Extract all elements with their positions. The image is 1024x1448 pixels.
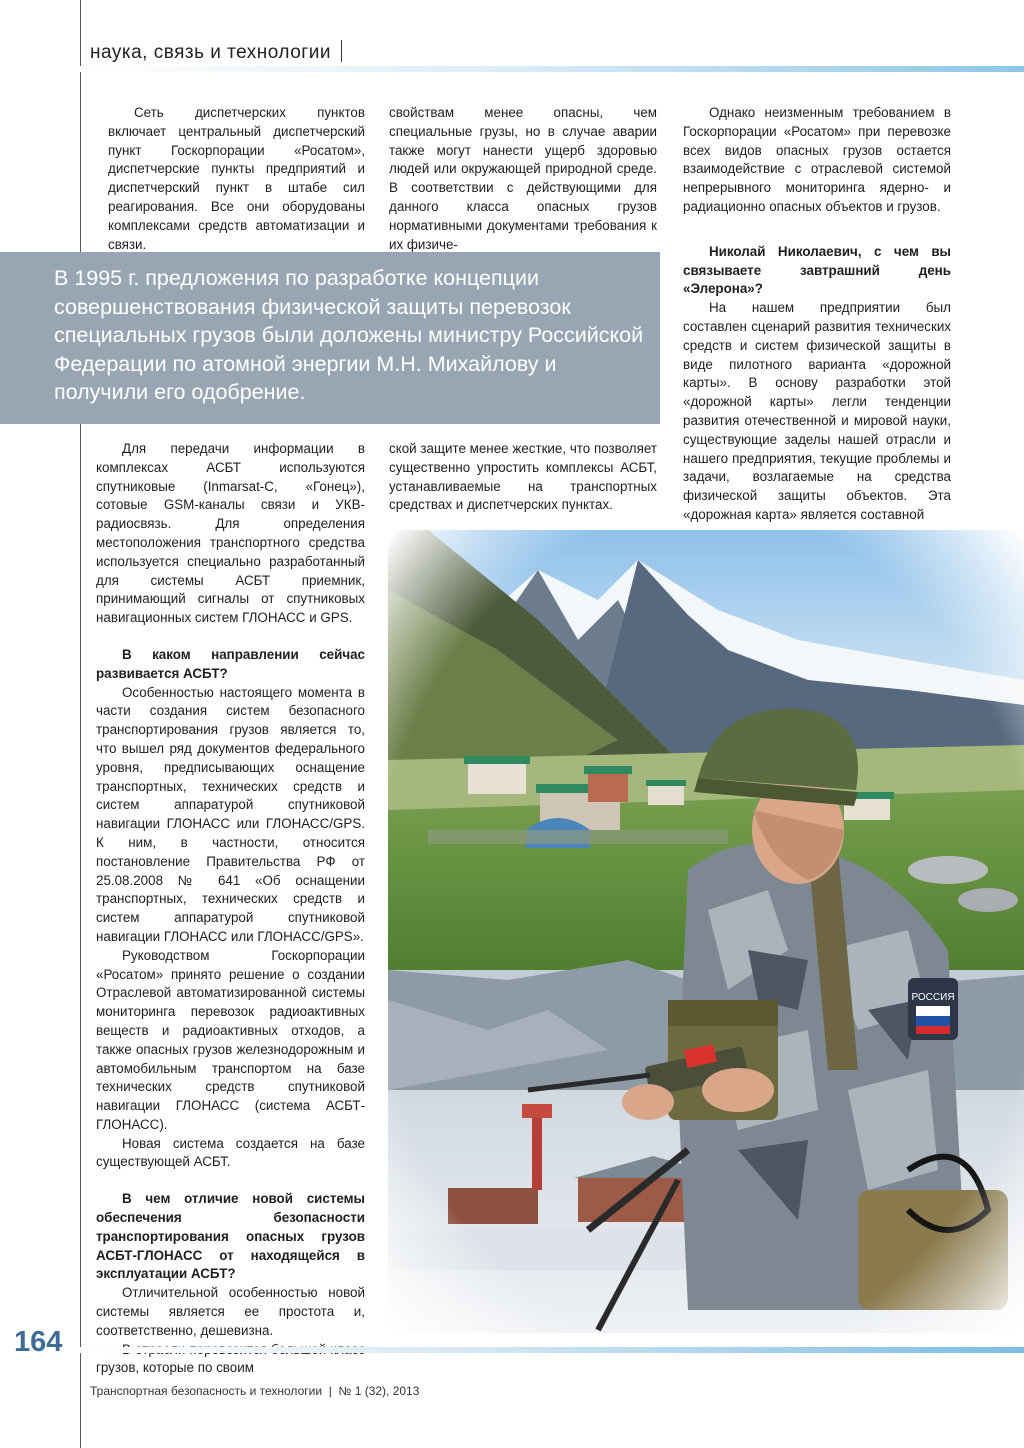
footer-text: Транспортная безопасность и технологии | № 1 (32), 2013 xyxy=(90,1384,420,1398)
interview-question: В чем отличие новой системы обеспечения безопасности транспортирования опасных грузов АСБТ-ГЛОНАСС от находящейся в эксплуатации АСБТ? xyxy=(96,1191,365,1282)
pull-quote xyxy=(0,252,660,424)
paragraph: свойствам менее опасны, чем специальные грузы, но в случае аварии также могут нанести ущерб здоровью людей или окружающей природной среде. В соответствии с действующими для данного класса опасных грузов нормативными документами требования к их физиче- xyxy=(389,105,657,252)
section-title-divider xyxy=(341,40,342,62)
paragraph: Руководством Госкорпорации «Росатом» принято решение о создании Отраслевой автоматизированной системы мониторинга перевозок радиоактивных веществ и радиоактивных отходов, а также опасных грузов железнодорожным и автомобильным транспортом на базе технических средств спутниковой навигации ГЛОНАСС (система АСБТ-ГЛОНАСС). xyxy=(96,947,365,1132)
interview-question: Николай Николаевич, с чем вы связываете завтрашний день «Элерона»? xyxy=(683,243,951,297)
page-number: 164 xyxy=(14,1326,63,1358)
magazine-title: Транспортная безопасность и технологии xyxy=(90,1384,323,1398)
paragraph: Для передачи информации в комплексах АСБТ используются спутниковые (Inmarsat-C, «Гонец»), сотовые GSM-каналы связи и УКВ-радиосвязь. Для определения местоположения транспортного средства используется специально разработанный для системы АСБТ приемник, принимающий сигналы от спутниковых навигационных систем ГЛОНАСС и GPS. xyxy=(96,441,365,626)
interview-question: В каком направлении сейчас развивается АСБТ? xyxy=(96,646,365,681)
paragraph: На нашем предприятии был составлен сценарий развития технических средств и систем физической защиты в виде пилотного варианта «дорожной карты». В основу разработки этой «дорожной карты» легли тенденции развития отечественной и мировой науки, существующие заделы нашей отрасли и нашего предприятия, текущие проблемы и задачи, возлагаемые на средства физической защиты объектов. Эта «дорожная карта» является составной xyxy=(683,300,951,522)
paragraph: Особенностью настоящего момента в части создания систем безопасного транспортирования грузов является то, что вышел ряд документов федерального уровня, предписывающих оснащение транспортных, технических средств и систем аппаратурой спутниковой навигации ГЛОНАСС или ГЛОНАСС/GPS. К ним, в частности, относится постановление Правительства РФ от 25.08.2008 № 641 «Об оснащении транспортных, технических средств и систем аппаратурой спутниковой навигации ГЛОНАСС или ГЛОНАСС/GPS». xyxy=(96,684,365,944)
footer-rule xyxy=(80,1347,1024,1353)
photo-soldier-mountains xyxy=(388,530,1024,1333)
column-3 xyxy=(683,104,951,525)
issue-number: № 1 (32), 2013 xyxy=(338,1384,420,1398)
left-margin-rule xyxy=(80,0,81,1448)
paragraph: Новая система создается на базе существующей АСБТ. xyxy=(96,1135,365,1170)
paragraph: Однако неизменным требованием в Госкорпорации «Росатом» при перевозке всех видов опасных грузов остается взаимодействие с отраслевой системой непрерывного мониторинга ядерно- и радиационно опасных объектов и грузов. xyxy=(683,105,951,214)
column-1-top xyxy=(108,104,365,254)
section-title xyxy=(90,40,342,64)
paragraph: Сеть диспетчерских пунктов включает центральный диспетчерский пункт Госкорпорации «Росатом», диспетчерские пункты предприятий и диспетчерский пункт в штабе сил реагирования. Все они оборудованы комплексами средств автоматизации и связи. xyxy=(108,105,365,252)
section-title-text: наука, связь и технологии xyxy=(90,42,331,63)
column-1-bottom xyxy=(96,440,365,1378)
paragraph: ской защите менее жесткие, что позволяет существенно упростить комплексы АСБТ, устанавливаемые на транспортных средствах и диспетчерских пунктах. xyxy=(389,441,657,513)
pull-quote-text: В 1995 г. предложения по разработке концепции совершенствования физической защиты перевозок специальных грузов были доложены министру Российской Федерации по атомной энергии М.Н. Михайлову и получили его одобрение. xyxy=(54,266,644,405)
paragraph: грузов, которые по своим xyxy=(96,1360,254,1376)
column-2-bottom xyxy=(389,440,657,515)
column-2-top xyxy=(389,104,657,254)
header-rule xyxy=(80,66,1024,72)
paragraph: Отличительной особенностью новой системы является ее простота и, соответственно, дешевизна. xyxy=(96,1285,365,1338)
